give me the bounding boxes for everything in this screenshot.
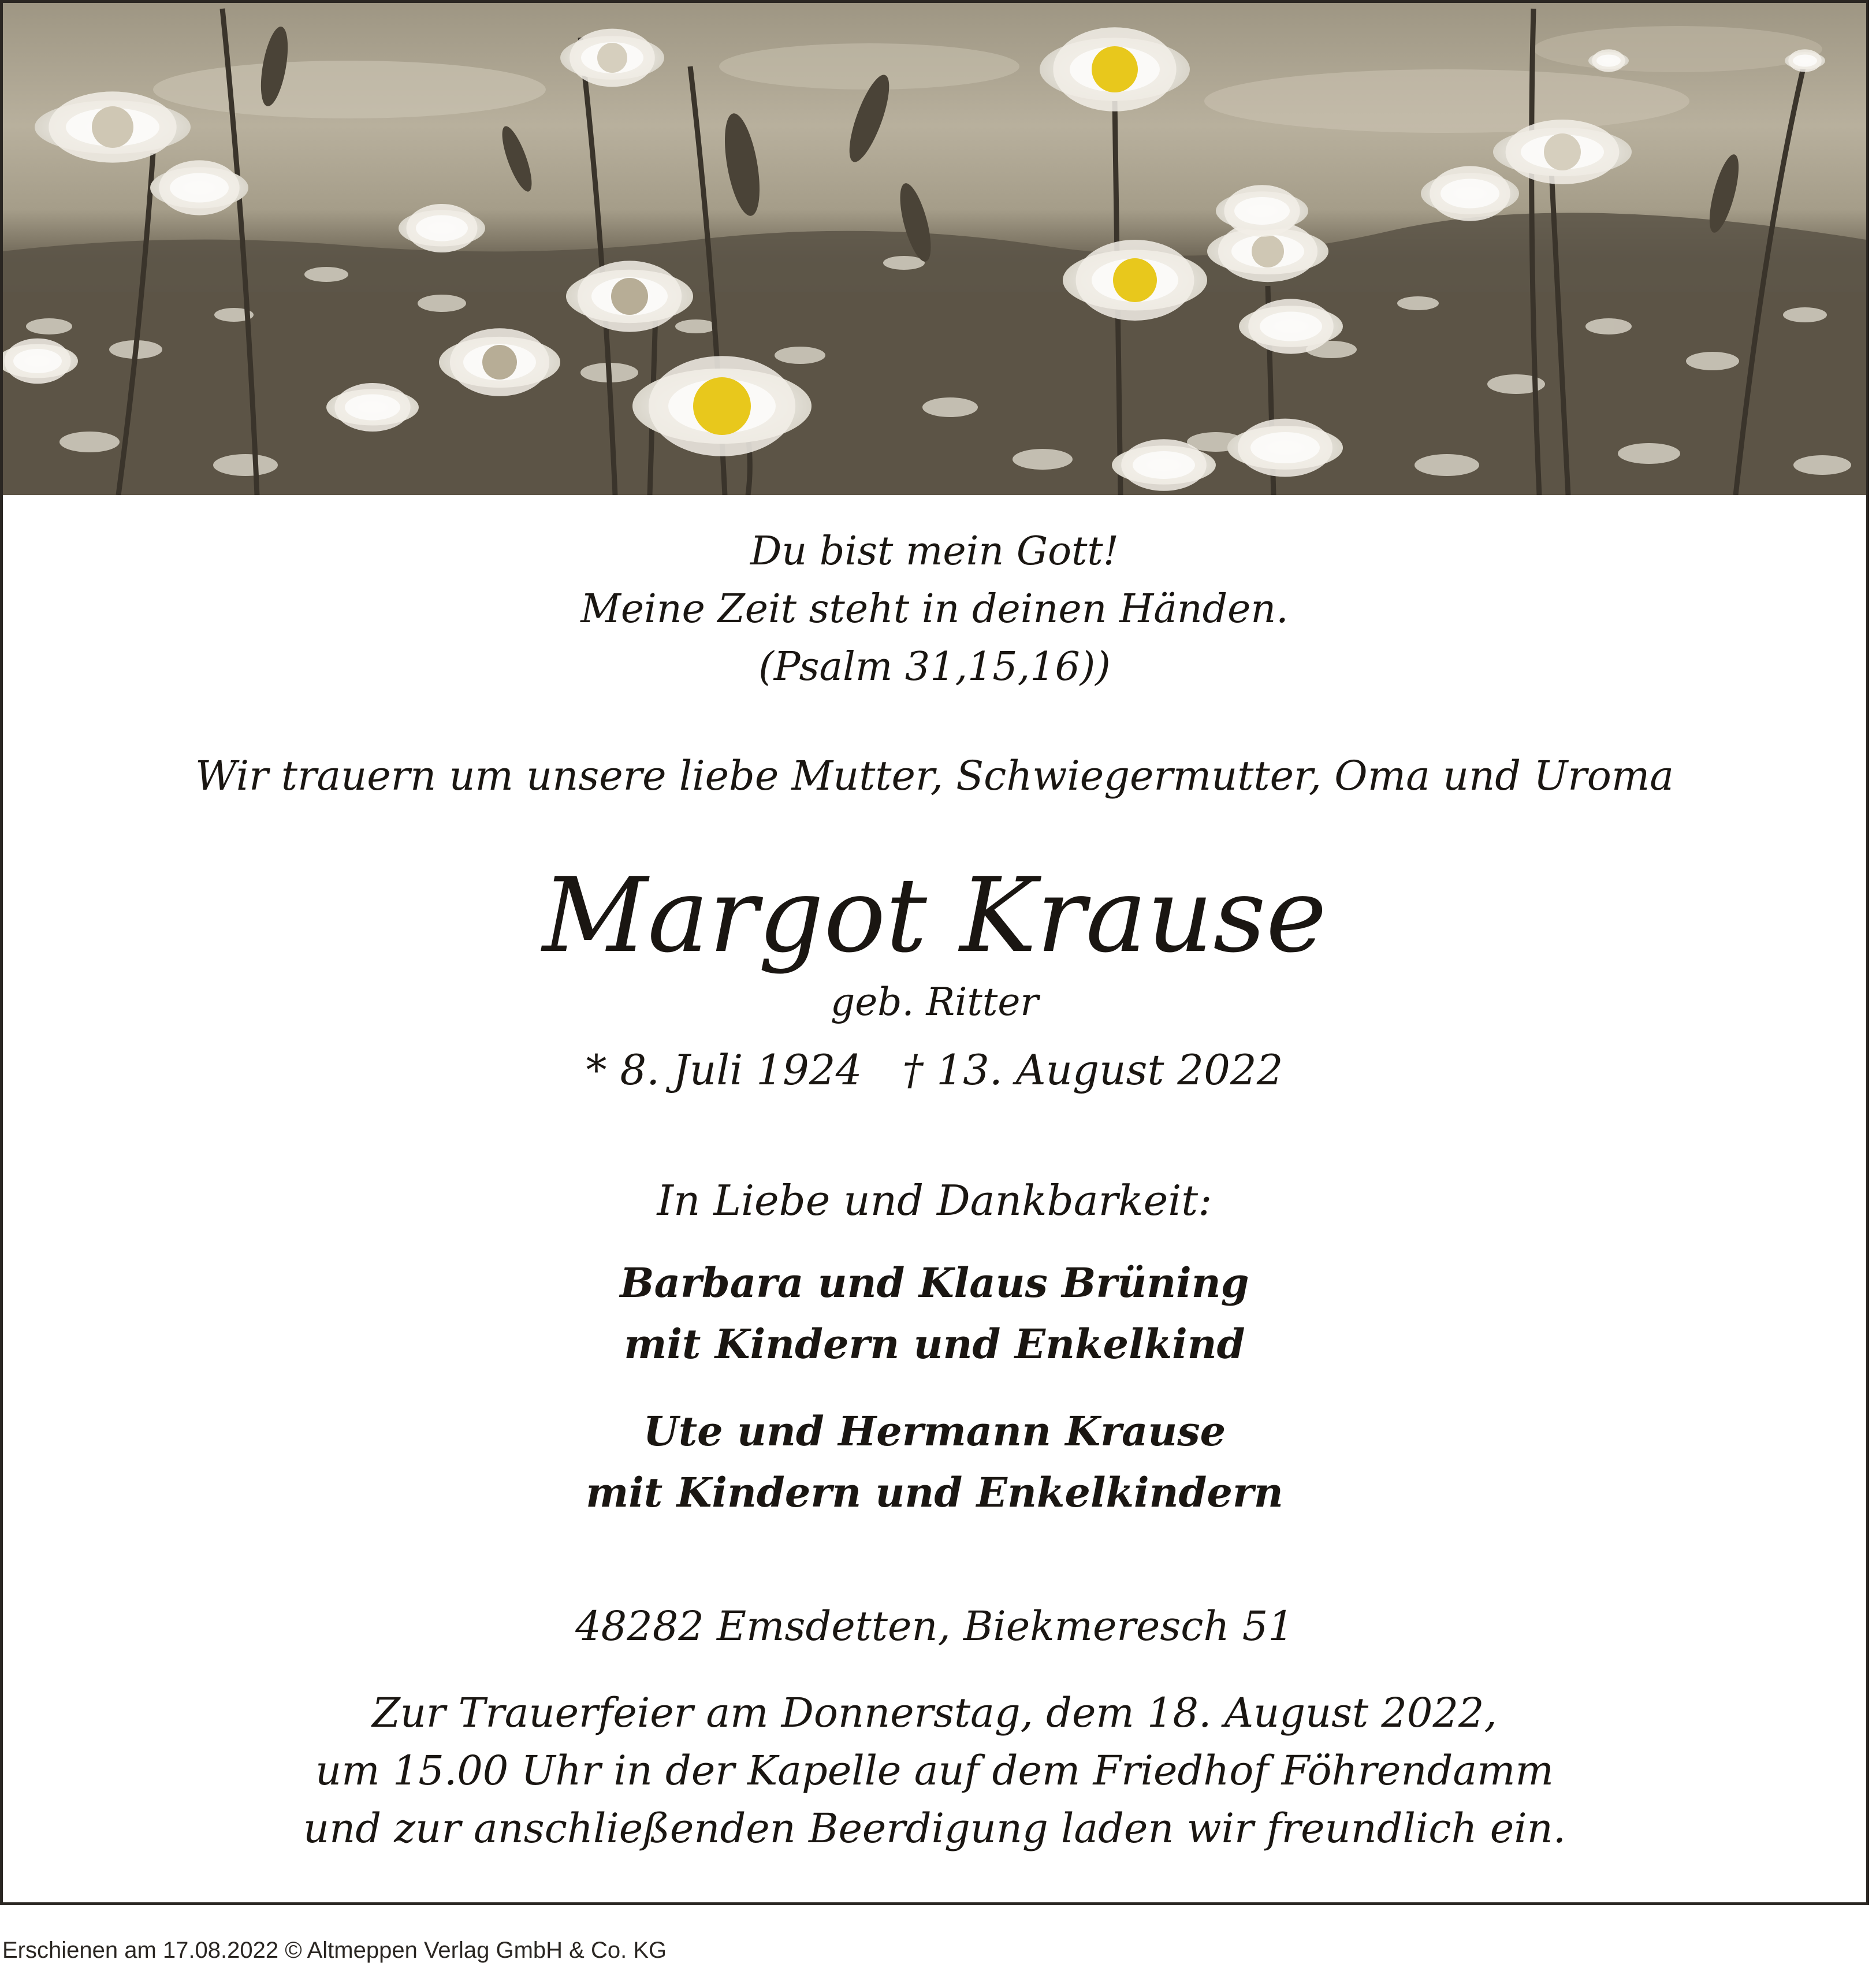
gratitude-line: In Liebe und Dankbarkeit: <box>657 1176 1212 1225</box>
publication-note: Erschienen am 17.08.2022 © Altmeppen Verlag GmbH & Co. KG <box>2 1938 667 1963</box>
bible-verse-reference: (Psalm 31,15,16)) <box>758 644 1111 690</box>
mourner-relatives: mit Kindern und Enkelkindern <box>586 1468 1283 1516</box>
mourner-names: Ute und Hermann Krause <box>643 1407 1226 1455</box>
daisy-field-photo <box>3 3 1866 495</box>
funeral-details <box>3 1684 1866 1857</box>
bible-verse-line: Meine Zeit steht in deinen Händen. <box>580 586 1289 632</box>
life-dates <box>3 1038 1866 1102</box>
bible-verse-line: Du bist mein Gott! <box>750 529 1119 574</box>
mourner-names: Barbara und Klaus Brüning <box>620 1259 1249 1307</box>
funeral-details-line: und zur anschließenden Beerdigung laden wir freundlich ein. <box>303 1805 1566 1852</box>
birth-date: * 8. Juli 1924 <box>586 1046 862 1094</box>
mourner-family <box>3 1401 1866 1523</box>
deceased-name: Margot Krause <box>542 856 1327 975</box>
funeral-details-line: Zur Trauerfeier am Donnerstag, dem 18. August 2022, <box>372 1689 1497 1737</box>
mourner-family <box>3 1252 1866 1375</box>
bible-verse <box>3 523 1866 696</box>
birth-name: geb. Ritter <box>831 980 1038 1024</box>
family-address: 48282 Emsdetten, Biekmeresch 51 <box>575 1603 1294 1650</box>
mourner-relatives: mit Kindern und Enkelkind <box>624 1320 1245 1368</box>
funeral-details-line: um 15.00 Uhr in der Kapelle auf dem Friedhof Föhrendamm <box>315 1747 1554 1794</box>
death-date: † 13. August 2022 <box>902 1046 1283 1094</box>
mourning-intro: Wir trauern um unsere liebe Mutter, Schwiegermutter, Oma und Uroma <box>195 752 1674 800</box>
